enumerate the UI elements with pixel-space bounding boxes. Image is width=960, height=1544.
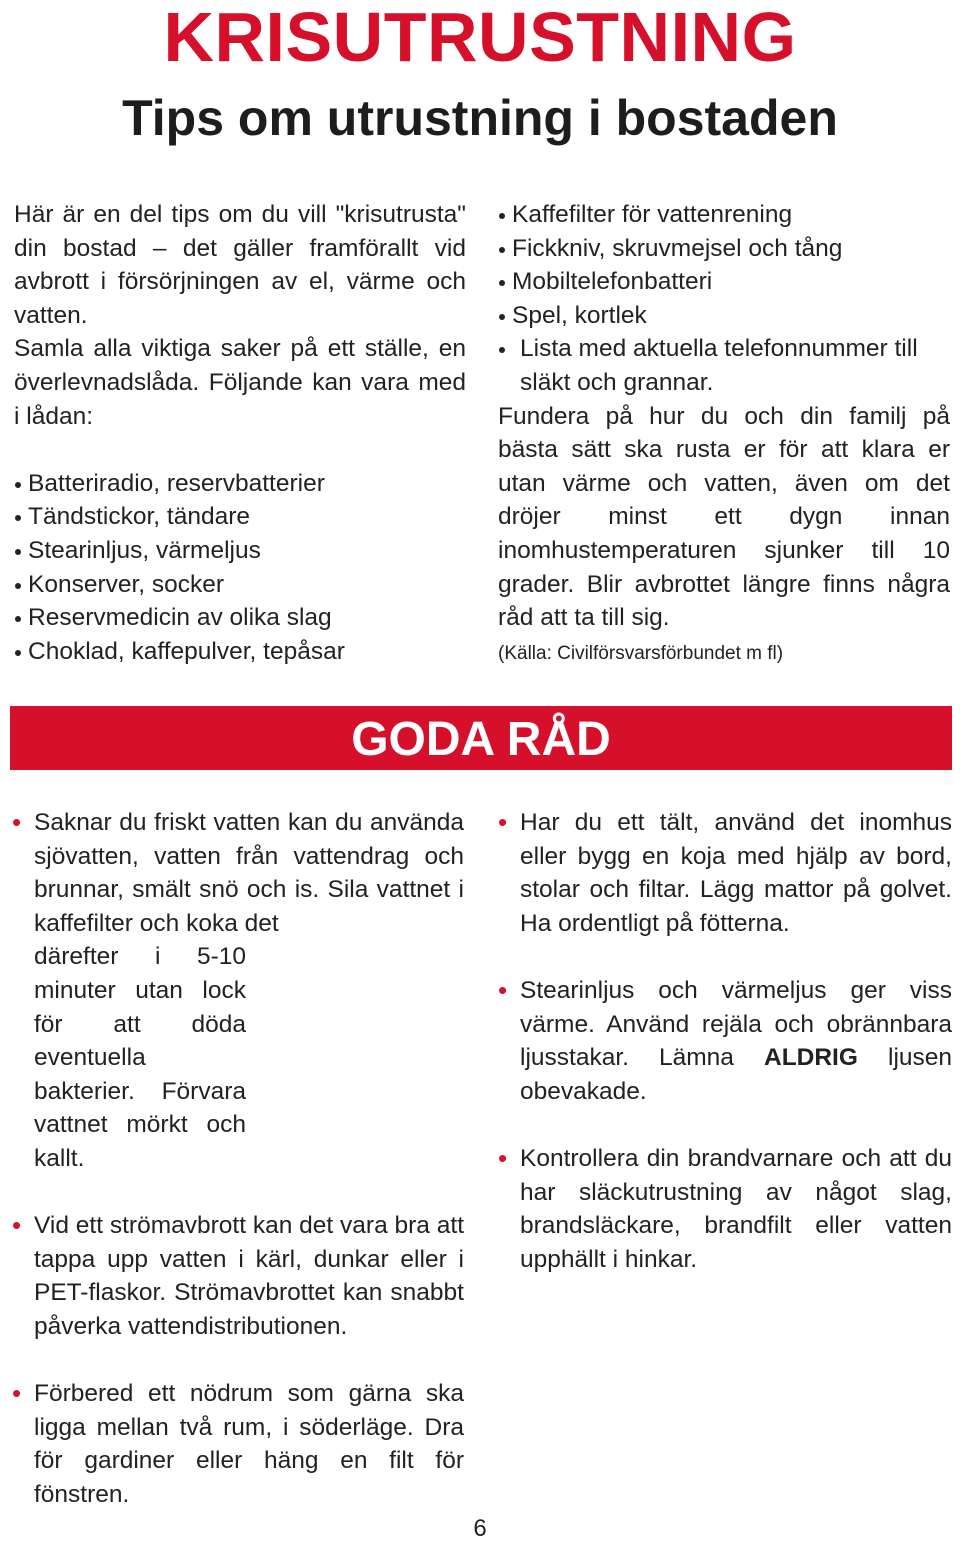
spacer bbox=[12, 1176, 464, 1210]
spacer bbox=[12, 1344, 464, 1378]
list-item: Spel, kortlek bbox=[498, 299, 950, 333]
list-item: Choklad, kaffepulver, tepåsar bbox=[14, 635, 466, 669]
equipment-column bbox=[498, 198, 950, 669]
list-item: Reservmedicin av olika slag bbox=[14, 601, 466, 635]
page-subtitle: Tips om utrustning i bostaden bbox=[122, 90, 838, 146]
tip-water bbox=[12, 806, 464, 1176]
spacer bbox=[498, 940, 952, 974]
banner-title: GODA RÅD bbox=[351, 713, 611, 766]
tip-text: ljusen obevakade. bbox=[520, 1044, 953, 1105]
list-item: Konserver, socker bbox=[14, 568, 466, 602]
emphasis: ALDRIG bbox=[764, 1044, 858, 1072]
tip-emergency-room: • Förbered ett nödrum som gärna ska ligga mellan två rum, i söderläge. Dra för gardiner eller häng en filt för fönstren. bbox=[12, 1377, 464, 1511]
list-item: Fickkniv, skruvmejsel och tång bbox=[498, 232, 950, 266]
equipment-list bbox=[498, 198, 950, 400]
page-number: 6 bbox=[473, 1515, 487, 1542]
tip-smoke-alarm: • Kontrollera din brandvarnare och att du har släckutrustning av något slag, brandsläckare, brandfilt eller vatten upphällt i hinkar. bbox=[498, 1142, 952, 1276]
list-item: Mobiltelefonbatteri bbox=[498, 265, 950, 299]
source-note: (Källa: Civilförsvarsförbundet m fl) bbox=[498, 642, 784, 664]
tip-tent: • Har du ett tält, använd det inomhus eller bygg en koja med hjälp av bord, stolar och filtar. Lägg mattor på golvet. Ha ordentligt på fötterna. bbox=[498, 806, 952, 940]
survival-box-list bbox=[14, 467, 466, 669]
page-title: KRISUTRUSTNING bbox=[163, 0, 797, 76]
list-item: Stearinljus, värmeljus bbox=[14, 534, 466, 568]
list-item: Lista med aktuella telefonnummer till släkt och grannar. bbox=[498, 332, 950, 399]
list-item: Tändstickor, tändare bbox=[14, 500, 466, 534]
tips-left-column bbox=[12, 806, 464, 1511]
spacer bbox=[14, 433, 466, 467]
tip-text-narrow: därefter i 5-10 minuter utan lock för att döda eventuella bakterier. Förvara vattnet mörkt och kallt. bbox=[34, 943, 246, 1172]
intro-column bbox=[14, 198, 466, 668]
spacer bbox=[498, 1108, 952, 1142]
tip-candles bbox=[498, 974, 952, 1108]
tips-right-column bbox=[498, 806, 952, 1276]
list-item: Batteriradio, reservbatterier bbox=[14, 467, 466, 501]
list-item: Kaffefilter för vattenrening bbox=[498, 198, 950, 232]
intro-paragraph: Här är en del tips om du vill "krisutrusta" din bostad – det gäller framförallt vid avbrott i försörjningen av el, värme och vatten. bbox=[14, 201, 466, 329]
tip-text: Saknar du friskt vatten kan du använda sjövatten, vatten från vattendrag och brunnar, smält snö och is. Sila vattnet i kaffefilter och koka det bbox=[34, 809, 464, 937]
intro-paragraph: Samla alla viktiga saker på ett ställe, en överlevnadslåda. Följande kan vara med i lådan: bbox=[14, 335, 466, 430]
tip-text: Stearinljus och värmeljus ger viss värme. Använd rejäla och obrännbara ljusstakar. Lämna bbox=[520, 976, 952, 1072]
advice-paragraph: Fundera på hur du och din familj på bästa sätt ska rusta er för att klara er utan värme och vatten, även om det dröjer minst ett dygn innan inomhustemperaturen sjunker till 10 grader. Blir avbrottet längre finns några råd att ta till sig. bbox=[498, 402, 950, 632]
section-banner bbox=[10, 706, 952, 770]
tip-power-outage: • Vid ett strömavbrott kan det vara bra att tappa upp vatten i kärl, dunkar eller i PET-flaskor. Strömavbrottet kan snabbt påverka vattendistributionen. bbox=[12, 1209, 464, 1343]
